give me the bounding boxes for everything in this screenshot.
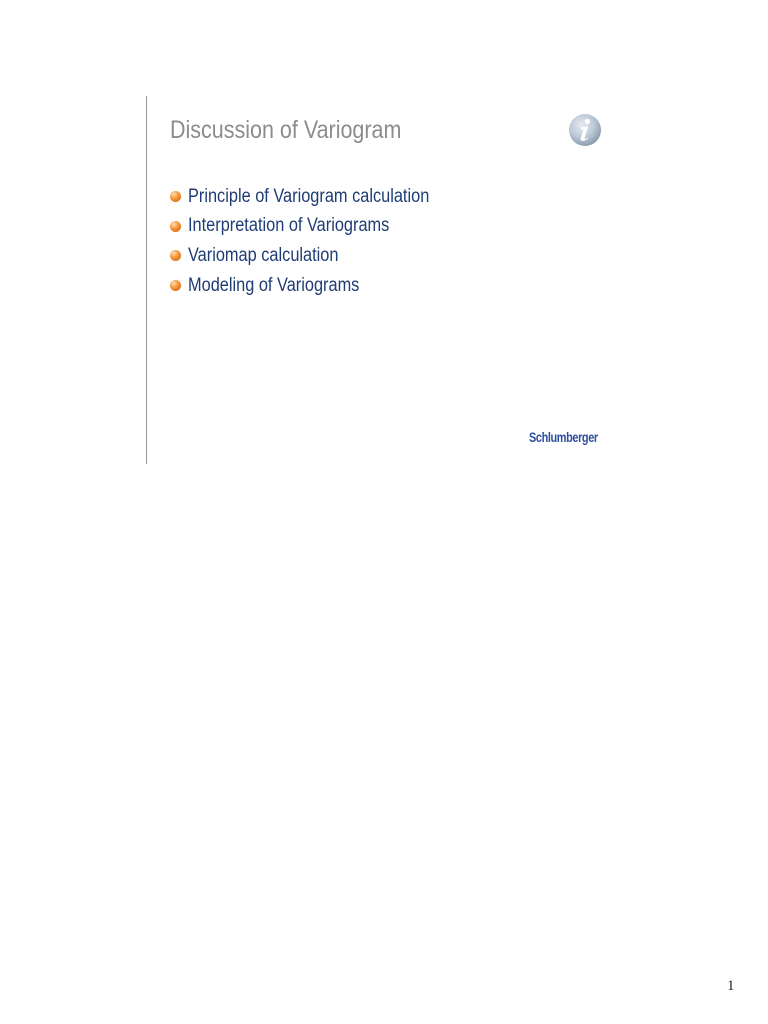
bullet-text: Interpretation of Variograms [188, 215, 390, 237]
page-number: 1 [727, 978, 735, 994]
slide-title: Discussion of Variogram [170, 116, 402, 144]
bullet-dot-icon [170, 191, 181, 202]
bullet-text: Variomap calculation [188, 244, 339, 266]
bullet-item [170, 271, 469, 301]
bullet-dot-icon [170, 221, 181, 232]
bullet-item [170, 241, 469, 271]
slide [146, 96, 616, 464]
info-icon [568, 113, 602, 147]
bullet-item [170, 212, 469, 242]
schlumberger-logo: Schlumberger [529, 429, 598, 445]
bullet-list [170, 182, 469, 300]
bullet-item [170, 182, 469, 212]
slide-left-rule [146, 96, 147, 464]
bullet-text: Principle of Variogram calculation [188, 185, 430, 207]
bullet-dot-icon [170, 280, 181, 291]
bullet-text: Modeling of Variograms [188, 274, 360, 296]
bullet-dot-icon [170, 250, 181, 261]
